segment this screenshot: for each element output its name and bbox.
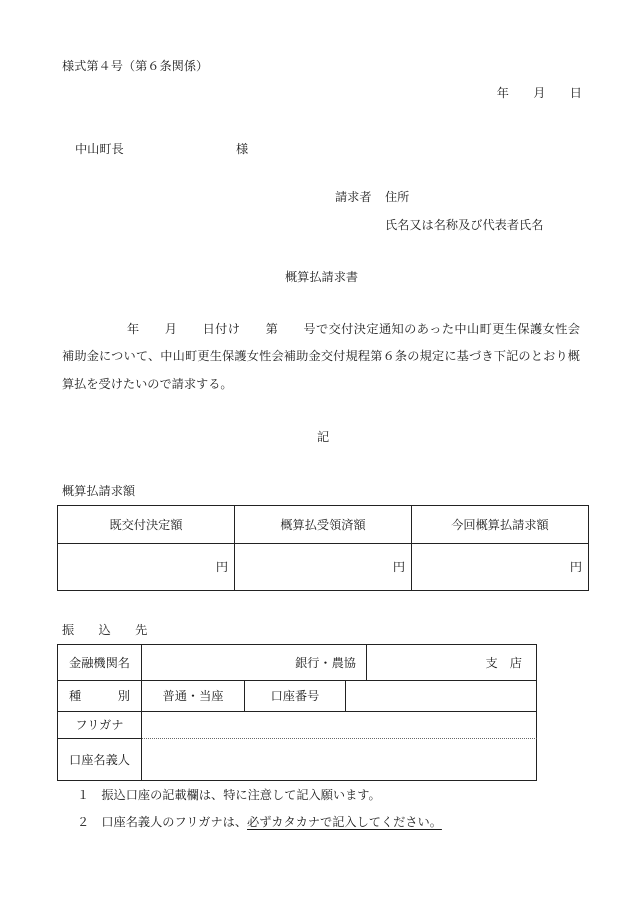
header-received-amount: 概算払受領済額 [235, 506, 412, 544]
addressee-honorific: 様 [236, 142, 249, 156]
note-number: ２ [77, 815, 90, 829]
account-type-options: 普通・当座 [142, 681, 245, 712]
ki-heading: 記 [317, 430, 330, 444]
transfer-section-heading: 振 込 先 [62, 623, 148, 637]
account-number-label: 口座番号 [245, 681, 346, 712]
transfer-table [57, 644, 537, 781]
yen-unit: 円 [215, 560, 228, 574]
requested-amount-cell [412, 544, 589, 591]
branch-name-cell [367, 645, 537, 681]
requester-name-label: 氏名又は名称及び代表者氏名 [385, 218, 544, 232]
furigana-cell [142, 712, 537, 739]
account-holder-row [58, 739, 537, 781]
branch-suffix: 支 店 [485, 655, 522, 670]
note-2 [77, 815, 442, 829]
header-requested-amount: 今回概算払請求額 [412, 506, 589, 544]
furigana-row [58, 712, 537, 739]
amount-table [57, 505, 589, 591]
note-1 [77, 788, 381, 802]
yen-unit: 円 [392, 560, 405, 574]
yen-unit: 円 [569, 560, 582, 574]
body-line-1: 年 月 日付け 第 号で交付決定通知のあった中山町更生保護女性会 [127, 322, 580, 336]
account-holder-label: 口座名義人 [58, 739, 142, 781]
document-title: 概算払請求書 [285, 270, 359, 284]
decided-amount-cell [58, 544, 235, 591]
requester-role: 請求者 [335, 190, 372, 204]
amount-section-heading: 概算払請求額 [62, 484, 136, 498]
note-text: 振込口座の記載欄は、特に注意して記入願います。 [101, 788, 381, 802]
bank-suffix: 銀行・農協 [295, 655, 356, 670]
addressee-name: 中山町長 [75, 142, 124, 156]
header-decided-amount: 既交付決定額 [58, 506, 235, 544]
date-line: 年 月 日 [496, 86, 582, 100]
received-amount-cell [235, 544, 412, 591]
account-type-label: 種 別 [58, 681, 142, 712]
body-line-3: 算払を受けたいので請求する。 [62, 377, 233, 391]
account-number-cell [346, 681, 537, 712]
form-number: 様式第４号（第６条関係） [62, 59, 209, 73]
note-text: 口座名義人のフリガナは、 [101, 815, 248, 829]
furigana-label: フリガナ [58, 712, 142, 739]
note-number: １ [77, 788, 90, 802]
account-holder-cell [142, 739, 537, 781]
requester-address-label: 住所 [385, 190, 410, 204]
bank-label: 金融機関名 [58, 645, 142, 681]
bank-row [58, 645, 537, 681]
account-type-row [58, 681, 537, 712]
body-line-2: 補助金について、中山町更生保護女性会補助金交付規程第６条の規定に基づき下記のとおり概 [62, 349, 580, 363]
note-underlined-text: 必ずカタカナで記入してください。 [247, 815, 442, 829]
bank-name-cell [142, 645, 367, 681]
